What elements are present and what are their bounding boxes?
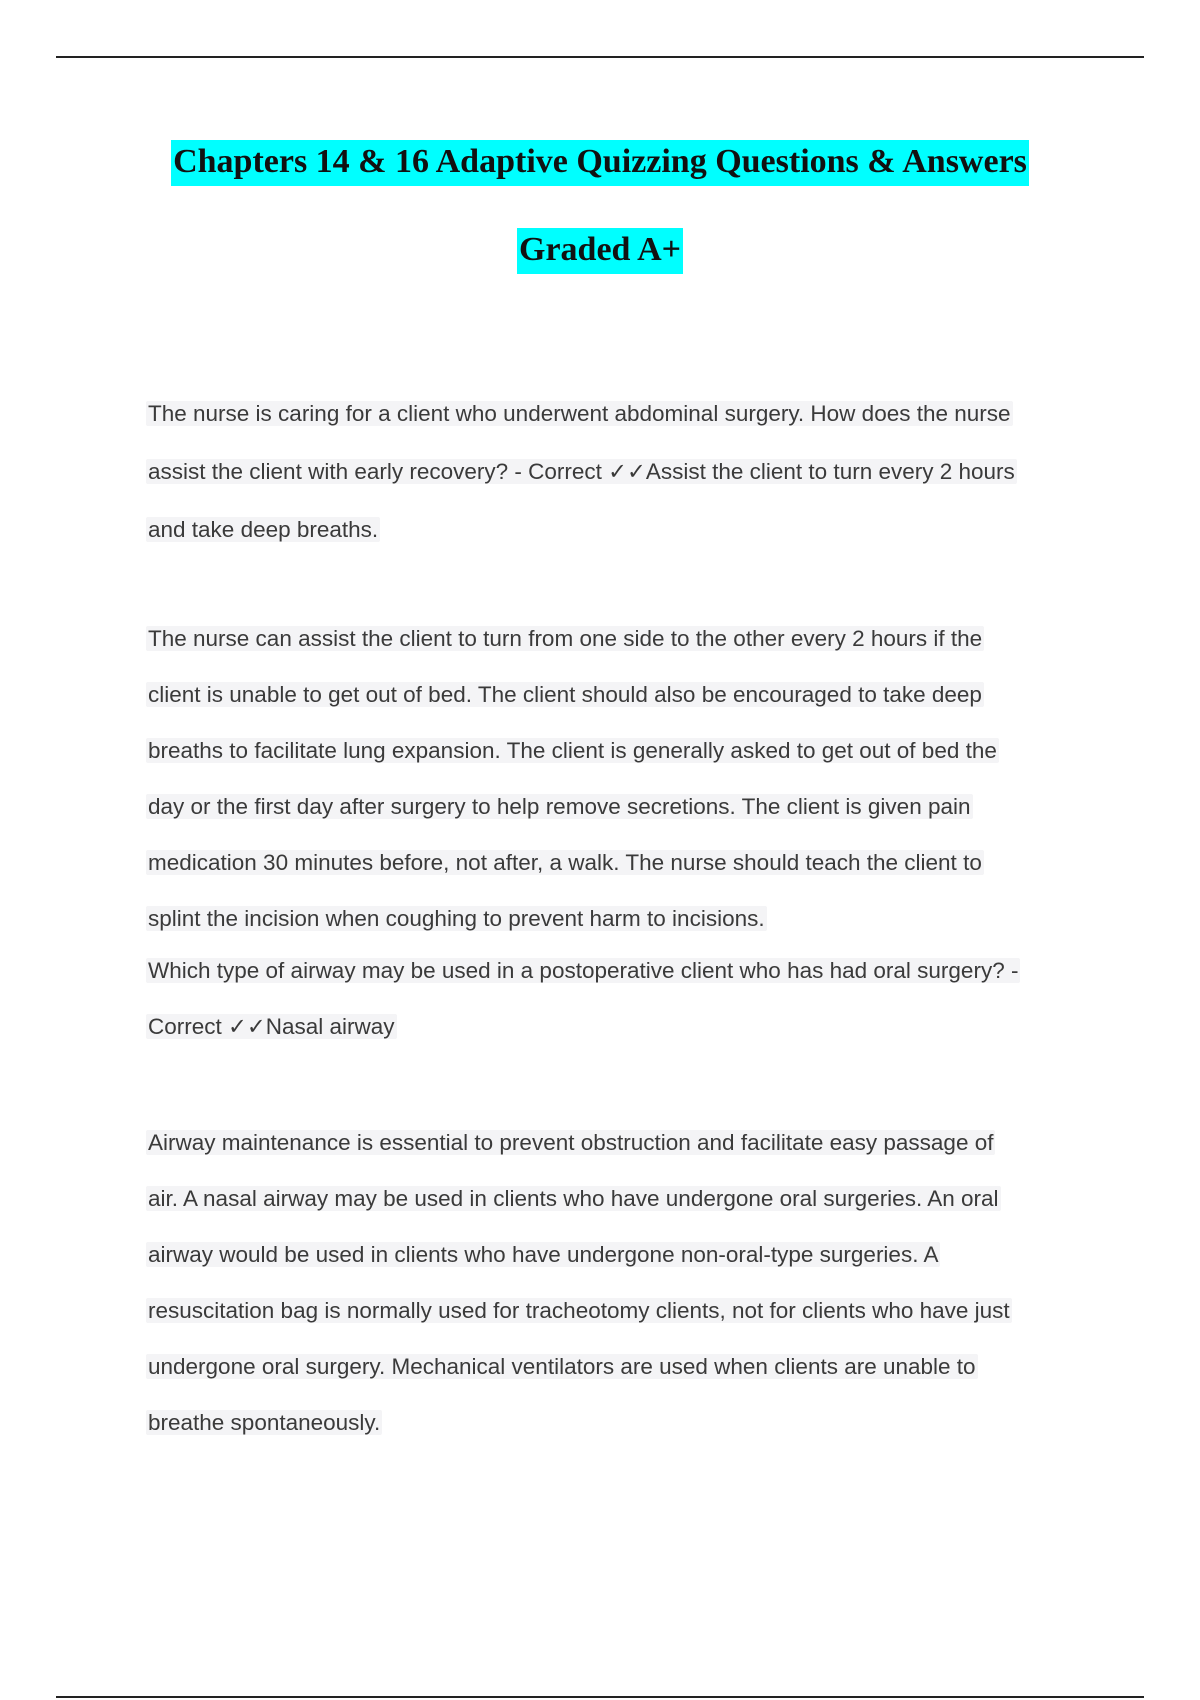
rationale-1-line-4: day or the first day after surgery to help remove secretions. The client is given pain bbox=[148, 794, 971, 819]
rationale-2 bbox=[146, 1115, 1086, 1451]
question-1-line-1: The nurse is caring for a client who underwent abdominal surgery. How does the nurse bbox=[148, 401, 1011, 426]
question-2-line-2: Correct ✓✓Nasal airway bbox=[148, 1014, 395, 1039]
question-2 bbox=[146, 945, 1086, 1057]
document-title bbox=[0, 140, 1200, 274]
rationale-1-line-6: splint the incision when coughing to prevent harm to incisions. bbox=[148, 906, 765, 931]
rationale-1-line-3: breaths to facilitate lung expansion. The client is generally asked to get out of bed the bbox=[148, 738, 997, 763]
title-line-2: Graded A+ bbox=[517, 228, 683, 274]
question-1-line-3: and take deep breaths. bbox=[148, 517, 379, 542]
document-body bbox=[146, 385, 1086, 1451]
rationale-1-line-5: medication 30 minutes before, not after, a walk. The nurse should teach the client to bbox=[148, 850, 982, 875]
question-2-line-1: Which type of airway may be used in a postoperative client who has had oral surgery? - bbox=[148, 958, 1019, 983]
top-rule bbox=[56, 56, 1144, 58]
rationale-2-line-1: Airway maintenance is essential to prevent obstruction and facilitate easy passage of bbox=[148, 1130, 994, 1155]
rationale-1-line-1: The nurse can assist the client to turn from one side to the other every 2 hours if the bbox=[148, 626, 983, 651]
rationale-1-line-2: client is unable to get out of bed. The client should also be encouraged to take deep bbox=[148, 682, 982, 707]
question-1 bbox=[146, 385, 1086, 559]
rationale-2-line-3: airway would be used in clients who have undergone non-oral-type surgeries. A bbox=[148, 1242, 939, 1267]
question-1-line-2: assist the client with early recovery? - Correct ✓✓Assist the client to turn every 2 hours bbox=[148, 459, 1015, 484]
rationale-1 bbox=[146, 611, 1086, 947]
rationale-2-line-2: air. A nasal airway may be used in clients who have undergone oral surgeries. An oral bbox=[148, 1186, 999, 1211]
title-line-1: Chapters 14 & 16 Adaptive Quizzing Questions & Answers bbox=[171, 140, 1029, 186]
rationale-2-line-5: undergone oral surgery. Mechanical ventilators are used when clients are unable to bbox=[148, 1354, 976, 1379]
bottom-rule bbox=[56, 1696, 1144, 1698]
rationale-2-line-6: breathe spontaneously. bbox=[148, 1410, 381, 1435]
rationale-2-line-4: resuscitation bag is normally used for tracheotomy clients, not for clients who have just bbox=[148, 1298, 1010, 1323]
